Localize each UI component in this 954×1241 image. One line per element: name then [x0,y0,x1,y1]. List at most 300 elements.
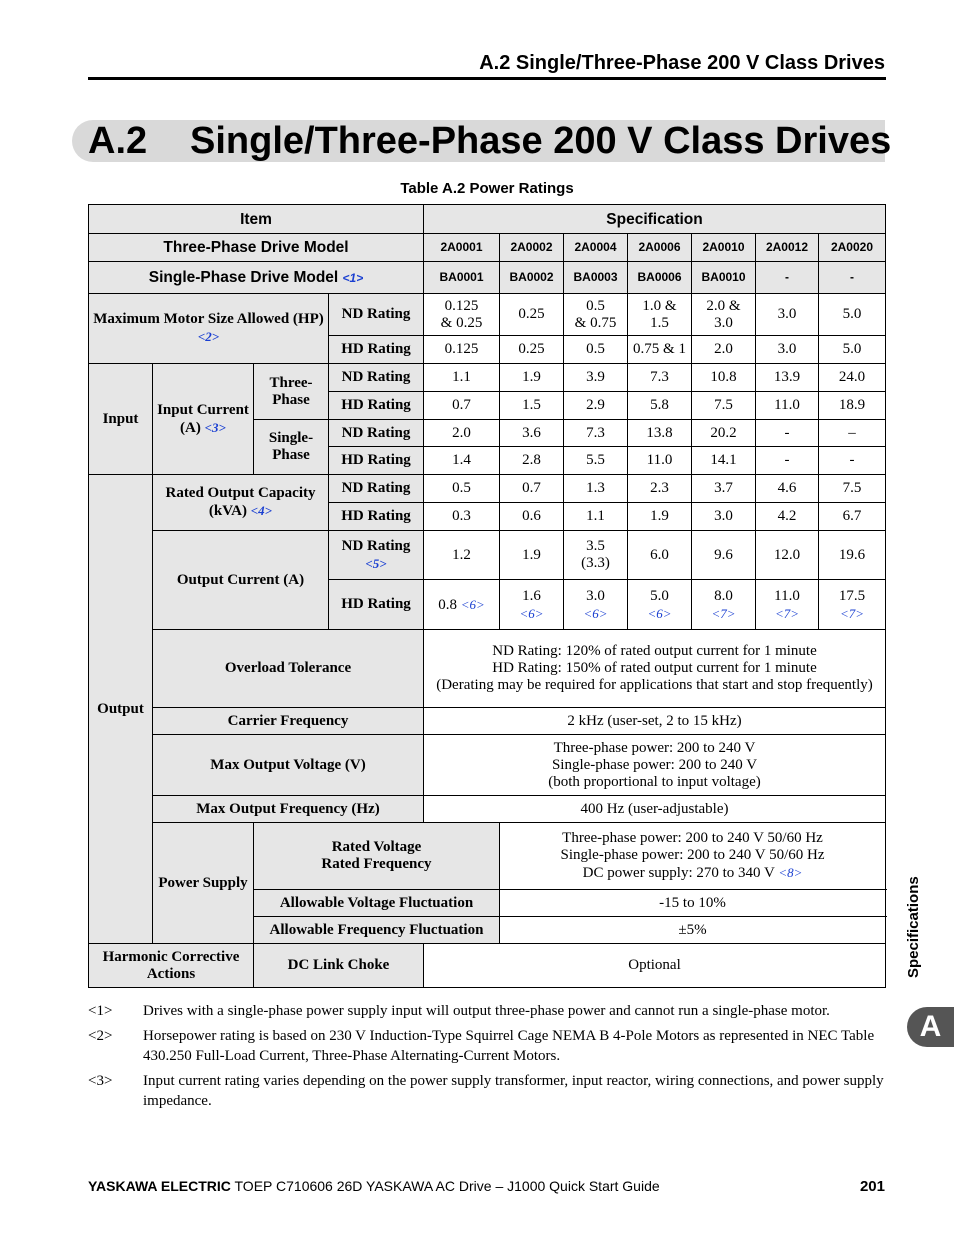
value-cell-text: 13.8 [646,424,673,441]
value-cell-text: 11.0 [774,587,800,604]
footnote-text: Input current rating varies depending on the power supply transformer, input reactor, wiring connections, and power supply impedance. [143,1072,884,1109]
footnote-text: Horsepower rating is based on 230 V Induction-Type Squirrel Cage NEMA B 4-Pole Motors as represented in NEC Table 430.250 Full-Load Current, Three-Phase Alternating-Current Motors. [143,1027,875,1064]
rated-voltage-value-text: Three-phase power: 200 to 240 V 50/60 Hz Single-phase power: 200 to 240 V 50/60 Hz [560,830,825,863]
section-title [88,118,891,164]
value-cell-text: 0.25 [518,306,545,322]
carrier-value [424,708,886,735]
value-cell-text: 1.3 [586,480,605,496]
value-cell [424,336,500,364]
power-ratings-table [88,204,886,988]
table-row [89,294,886,336]
header-item-text: Item [240,210,272,228]
nd-rating-label-text: ND Rating [341,306,411,322]
value-cell [819,364,886,392]
overload-value [424,630,886,708]
value-cell-text: 5.0 [842,306,862,322]
frequency-fluctuation-label [254,917,500,944]
value-cell [500,580,564,630]
carrier-label-text: Carrier Frequency [227,712,349,729]
input-label-text: Input [102,410,139,427]
value-cell [628,294,692,336]
single-phase-model [692,262,756,294]
value-cell-text: 1.2 [452,546,471,563]
value-cell [692,475,756,503]
footnote-ref-link[interactable]: <7> [774,605,800,621]
overload-label [153,630,424,708]
single-phase-model [500,262,564,294]
value-cell-text: 6.0 [650,546,669,563]
frequency-fluctuation-value-text: ±5% [678,921,707,938]
value-cell-text: 11.0 [774,397,800,413]
dc-supply-text: DC power supply: 270 to 340 V [582,865,775,881]
value-cell-text: - [849,452,855,468]
dc-link-choke-label-text: DC Link Choke [287,957,390,973]
value-cell [564,294,628,336]
value-cell [564,420,628,447]
value-cell [819,294,886,336]
hd-rating-label-text: HD Rating [341,341,411,357]
header-specification-text: Specification [606,210,703,228]
value-cell [424,531,500,580]
single-phase-label [254,420,329,475]
value-cell [564,503,628,531]
table-body [89,205,886,988]
table-row [89,796,886,823]
dc-link-choke-value [424,944,886,988]
value-cell-text: 2.0 & 3.0 [706,297,741,331]
value-cell-text: 7.3 [586,424,605,441]
single-phase-model [424,262,500,294]
table-caption: Table A.2 Power Ratings [400,180,574,197]
value-cell [756,503,819,531]
value-cell-text: 1.9 [522,369,541,385]
nd-rating-label [329,294,424,336]
value-cell-text: 0.125 [444,341,479,357]
value-cell-text: 1.6 [522,587,541,604]
value-cell-text: 2.9 [586,397,605,413]
value-cell [756,475,819,503]
value-cell [756,580,819,630]
footnote-ref-link[interactable]: <8> [778,865,803,880]
rated-voltage-label-text: Rated Voltage Rated Frequency [321,839,432,872]
hd-rating-label-text: HD Rating [341,397,411,413]
three-phase-label [254,364,329,420]
output-capacity-label-text: Rated Output Capacity (kVA) [165,485,316,519]
value-cell-text: – [848,424,856,441]
dc-supply-line [503,864,882,882]
value-cell-text: 0.5 & 0.75 [574,297,617,331]
max-voltage-value [424,735,886,796]
hd-rating-label [329,447,424,475]
three-phase-model-text: 2A0010 [702,240,745,254]
three-phase-model [692,234,756,262]
value-cell [628,336,692,364]
value-cell [692,336,756,364]
value-cell [424,580,500,630]
value-cell [628,447,692,475]
value-cell-text: 2.0 [714,341,733,357]
value-cell-text: 0.25 [518,341,545,357]
rated-voltage-label [254,823,500,890]
value-cell [819,580,886,630]
single-phase-model-text: BA0001 [439,270,484,284]
motor-size-label [89,294,329,364]
three-phase-model [500,234,564,262]
header-specification [424,205,886,234]
harmonic-label-text: Harmonic Corrective Actions [102,948,240,982]
three-phase-model [819,234,886,262]
max-voltage-label [153,735,424,796]
value-cell-text: 3.9 [586,369,605,385]
value-cell-text: 9.6 [714,546,733,563]
value-cell-text: 3.0 [586,587,605,604]
table-row [89,262,886,294]
three-phase-model-text: 2A0020 [830,240,874,254]
nd-rating-label-text: ND Rating [341,538,411,554]
value-cell-text: 1.9 [522,546,541,563]
value-cell-text: 3.0 [777,341,797,357]
table-row [89,944,886,988]
value-cell-text: 0.8 [438,596,457,613]
footer-document: TOEP C710606 26D YASKAWA AC Drive – J1000 Quick Start Guide [230,1178,660,1194]
three-phase-model-label-text: Three-Phase Drive Model [163,239,349,256]
carrier-label [153,708,424,735]
value-cell [628,364,692,392]
overload-label-text: Overload Tolerance [224,660,352,676]
single-phase-model [628,262,692,294]
output-label-text: Output [97,700,144,717]
value-cell-text: 6.7 [842,508,862,524]
input-current-label-text: Input Current (A) [157,401,249,436]
footnote-ref-link[interactable]: <2> [197,329,220,344]
value-cell [692,447,756,475]
value-cell-text: 18.9 [838,397,866,413]
value-cell-text: - [784,424,790,441]
footnote-ref-link[interactable]: <7> [839,605,865,621]
value-cell-text: 1.9 [650,508,669,524]
header-rule [88,77,886,80]
footnote-ref-link[interactable]: <6> [519,605,544,621]
nd-rating-label [329,420,424,447]
value-cell-text: 8.0 [714,587,733,604]
value-cell-text: 0.125 & 0.25 [440,297,483,331]
hd-rating-label [329,580,424,630]
single-phase-model-label-text: Single-Phase Drive Model [148,268,339,286]
nd-rating-label [329,364,424,392]
value-cell-text: 3.7 [714,480,733,496]
section-title-text: Single/Three-Phase 200 V Class Drives [190,120,892,162]
max-frequency-label-text: Max Output Frequency (Hz) [196,800,380,817]
output-label [89,475,153,944]
footnote-3 [88,1071,888,1112]
three-phase-model-label [89,234,424,262]
value-cell [500,531,564,580]
footnote-key: <2> [88,1027,113,1044]
value-cell-text: 4.2 [777,508,797,524]
value-cell-text: 2.3 [650,480,669,496]
single-phase-model [756,262,819,294]
value-cell-text: 7.5 [714,397,733,413]
value-cell [424,447,500,475]
footnote-ref-link[interactable]: <4> [250,503,273,518]
value-cell-text: 12.0 [773,546,801,563]
value-cell-text: 11.0 [646,452,673,468]
footnote-key: <1> [88,1003,113,1019]
value-cell-text: 3.5 (3.3) [581,538,610,571]
overload-value-text: ND Rating: 120% of rated output current for 1 minute HD Rating: 150% of rated output current for 1 minute (Derating may be required for applications that start and stop frequently) [436,643,873,693]
three-phase-model [756,234,819,262]
value-cell-text: - [784,452,790,468]
value-cell-text: 1.1 [586,508,605,524]
value-cell [819,503,886,531]
single-phase-model-text: - [785,270,789,284]
value-cell [692,364,756,392]
value-cell [819,420,886,447]
single-phase-model-text: BA0006 [637,270,682,284]
value-cell [692,420,756,447]
value-cell [564,447,628,475]
value-cell-text: 13.9 [773,369,801,385]
single-phase-model-label [89,262,424,294]
single-phase-model-text: BA0003 [573,270,618,284]
value-cell [756,336,819,364]
output-current-label [153,531,329,630]
value-cell [819,336,886,364]
three-phase-model [628,234,692,262]
nd-rating-label [329,475,424,503]
page-number: 201 [859,1178,885,1195]
table-row [89,205,886,234]
value-cell [628,531,692,580]
value-cell [756,420,819,447]
max-voltage-value-text: Three-phase power: 200 to 240 V Single-phase power: 200 to 240 V (both proportional to input voltage) [548,739,761,790]
hd-rating-label [329,503,424,531]
harmonic-label [89,944,254,988]
value-cell-text: 3.0 [777,306,797,322]
max-frequency-value-text: 400 Hz (user-adjustable) [580,800,729,817]
value-cell [500,503,564,531]
value-cell [819,447,886,475]
value-cell [628,503,692,531]
value-cell [424,392,500,420]
footnote-ref-link[interactable]: <7> [711,605,736,621]
value-cell [756,447,819,475]
footnote-ref-link[interactable]: <6> [583,605,608,621]
nd-rating-label-text: ND Rating [341,424,411,441]
voltage-fluctuation-value [500,890,886,917]
three-phase-model-text: 2A0004 [574,240,617,254]
section-number: A.2 [88,120,148,162]
value-cell-text: 0.5 [452,480,471,496]
hd-rating-label-text: HD Rating [341,508,411,524]
value-cell [500,364,564,392]
single-phase-model-text: - [850,270,854,284]
hd-rating-label [329,336,424,364]
value-cell-text: 17.5 [838,587,866,604]
table-row [89,364,886,392]
value-cell [756,364,819,392]
value-cell-text: 1.5 [522,397,541,413]
max-frequency-value [424,796,886,823]
table-row [89,823,886,890]
value-cell-text: 3.6 [522,424,541,441]
voltage-fluctuation-label [254,890,500,917]
input-current-label [153,364,254,475]
value-cell-text: 0.6 [522,508,541,524]
value-cell [424,475,500,503]
footnote-key: <3> [88,1072,113,1089]
value-cell-text: 1.4 [452,452,471,468]
table-row [89,475,886,503]
value-cell [692,294,756,336]
three-phase-model [564,234,628,262]
value-cell [564,336,628,364]
value-cell [628,392,692,420]
value-cell-text: 10.8 [710,369,737,385]
value-cell-text: 0.7 [522,480,541,496]
value-cell [819,392,886,420]
single-phase-model [564,262,628,294]
hd-rating-label [329,392,424,420]
value-cell-text: 7.3 [650,369,669,385]
table-row [89,531,886,580]
hd-rating-label-text: HD Rating [341,596,411,612]
value-cell-text: 2.0 [452,424,471,441]
value-cell [756,392,819,420]
value-cell [564,531,628,580]
footnote-2 [88,1026,888,1067]
max-frequency-label [153,796,424,823]
dc-link-choke-value-text: Optional [628,957,681,973]
value-cell-text: 1.1 [452,369,471,385]
value-cell-text: 3.0 [714,508,733,524]
value-cell-text: 24.0 [838,369,866,385]
dc-link-choke-label [254,944,424,988]
three-phase-model-text: 2A0001 [440,240,483,254]
max-voltage-label-text: Max Output Voltage (V) [210,756,366,773]
output-current-label-text: Output Current (A) [176,571,305,588]
value-cell-text: 19.6 [838,546,866,563]
value-cell [500,475,564,503]
value-cell [564,392,628,420]
value-cell [819,475,886,503]
table-row [89,234,886,262]
single-phase-model-text: BA0002 [509,270,554,284]
voltage-fluctuation-label-text: Allowable Voltage Fluctuation [279,894,474,911]
value-cell [819,531,886,580]
motor-size-label-text: Maximum Motor Size Allowed (HP) [93,311,324,327]
footer-company: YASKAWA ELECTRIC [88,1178,231,1194]
footnote-ref-link[interactable]: <3> [204,419,226,435]
value-cell [756,294,819,336]
value-cell [500,294,564,336]
header-item [89,205,424,234]
value-cell-text: 7.5 [842,480,862,496]
three-phase-model-text: 2A0002 [510,240,553,254]
footnote-ref-link[interactable]: <6> [647,605,672,621]
frequency-fluctuation-label-text: Allowable Frequency Fluctuation [269,921,484,938]
value-cell [692,580,756,630]
nd-rating-label-text: ND Rating [341,369,411,385]
footnote-ref-link[interactable]: <5> [365,556,387,571]
single-phase-label-text: Single-Phase [268,430,314,463]
value-cell-text: 20.2 [710,424,737,441]
value-cell-text: 0.7 [452,397,471,413]
value-cell-text: 5.8 [650,397,669,413]
value-cell-text: 14.1 [710,452,737,468]
running-header: A.2 Single/Three-Phase 200 V Class Drives [479,52,885,74]
value-cell [692,531,756,580]
frequency-fluctuation-value [500,917,886,944]
value-cell-text: 5.5 [586,452,605,468]
value-cell [564,364,628,392]
table-row [89,630,886,708]
footnotes [88,1001,888,1116]
nd-rating-label [329,531,424,580]
nd-rating-label-text: ND Rating [341,480,411,496]
value-cell-text: 0.3 [452,508,471,524]
footnote-text: Drives with a single-phase power supply input will output three-phase power and cannot run a single-phase motor. [143,1003,830,1019]
value-cell [564,580,628,630]
power-supply-label-text: Power Supply [158,874,248,891]
value-cell [424,420,500,447]
value-cell [628,475,692,503]
three-phase-model [424,234,500,262]
value-cell-text: 2.8 [522,452,541,468]
carrier-value-text: 2 kHz (user-set, 2 to 15 kHz) [567,712,742,729]
output-capacity-label [153,475,329,531]
single-phase-model-text: BA0010 [701,270,746,284]
value-cell [500,420,564,447]
value-cell [692,503,756,531]
appendix-tab[interactable]: A [907,1007,954,1047]
value-cell [500,447,564,475]
value-cell [756,531,819,580]
footnote-ref-link[interactable]: <1> [342,270,364,285]
value-cell [424,294,500,336]
hd-rating-label-text: HD Rating [341,452,411,468]
value-cell [424,364,500,392]
side-tab-specifications[interactable]: Specifications [905,876,922,978]
table-row [89,735,886,796]
voltage-fluctuation-value-text: -15 to 10% [659,894,726,911]
value-cell-text: 5.0 [650,587,669,604]
value-cell [424,503,500,531]
value-cell [628,420,692,447]
value-cell [564,475,628,503]
power-supply-label [153,823,254,944]
footnote-1 [88,1001,888,1022]
value-cell-text: 4.6 [777,480,797,496]
three-phase-model-text: 2A0006 [638,240,681,254]
single-phase-model [819,262,886,294]
value-cell [500,336,564,364]
footnote-ref-link[interactable]: <6> [460,596,485,612]
value-cell-text: 0.75 & 1 [633,341,686,357]
input-label [89,364,153,475]
value-cell-text: 0.5 [586,341,605,357]
value-cell-text: 1.0 & 1.5 [642,297,677,331]
table-row [89,708,886,735]
page-footer [88,1178,660,1194]
rated-voltage-value [500,823,886,890]
value-cell [628,580,692,630]
value-cell-text: 5.0 [842,341,862,357]
three-phase-label-text: Three-Phase [269,374,313,408]
value-cell [692,392,756,420]
three-phase-model-text: 2A0012 [765,240,809,254]
value-cell [500,392,564,420]
